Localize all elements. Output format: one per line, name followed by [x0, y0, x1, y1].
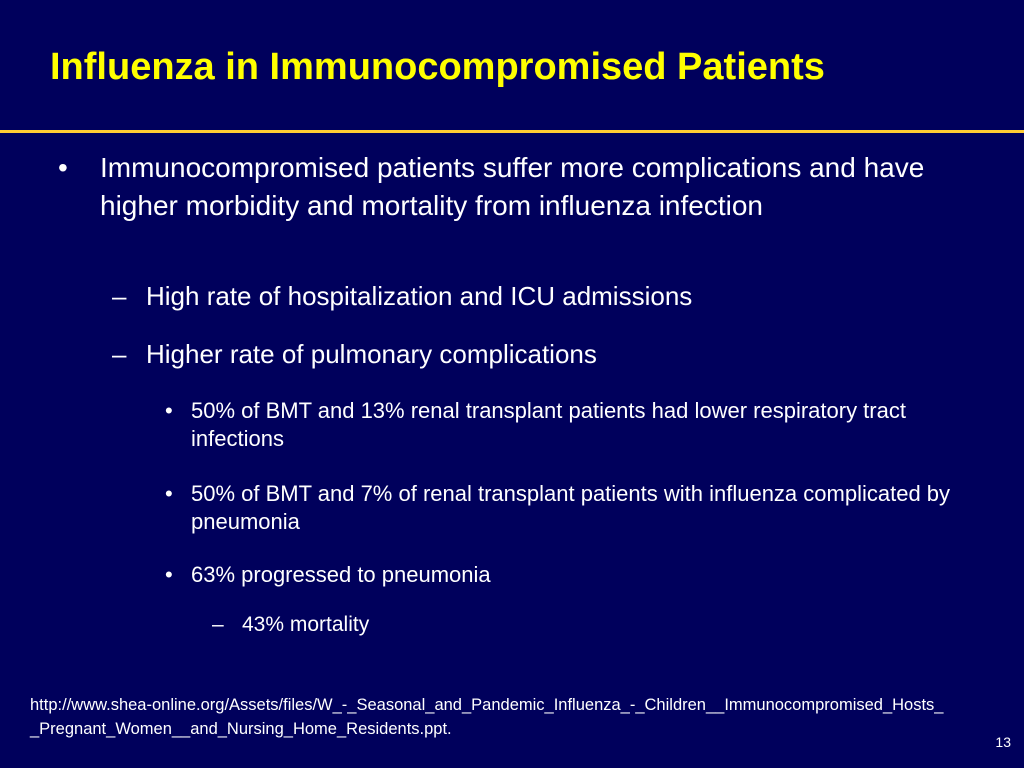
bullet-marker: • — [165, 562, 173, 587]
dash-marker: – — [112, 339, 127, 369]
source-footnote: http://www.shea-online.org/Assets/files/W_-_Seasonal_and_Pandemic_Influenza_-_Children__Immunocompromised_Hosts__Pregnant_Women__and_Nursing_Home_Residents.ppt. — [30, 696, 944, 738]
sub-bullet-text: Higher rate of pulmonary complications — [146, 339, 597, 369]
detail-bullet-item — [165, 561, 985, 589]
bullet-text: Immunocompromised patients suffer more complications and have higher morbidity and mortality from influenza infection — [100, 152, 925, 221]
detail-bullet-text: 50% of BMT and 7% of renal transplant patients with influenza complicated by pneumonia — [191, 481, 951, 534]
slide-title: Influenza in Immunocompromised Patients — [50, 46, 825, 88]
sub-bullet-item — [112, 280, 972, 312]
sub-bullet-item — [112, 338, 972, 370]
detail-bullet-item — [165, 397, 985, 453]
detail-bullet-item — [165, 480, 985, 536]
level4-bullet-text: 43% mortality — [242, 613, 370, 636]
level4-bullet-item — [212, 612, 912, 638]
bullet-marker: • — [165, 398, 173, 423]
title-divider — [0, 130, 1024, 133]
dash-marker: – — [112, 281, 127, 311]
bullet-item — [58, 149, 968, 225]
bullet-marker: • — [58, 152, 68, 183]
page-number: 13 — [995, 734, 1011, 750]
bullet-marker: • — [165, 481, 173, 506]
detail-bullet-text: 63% progressed to pneumonia — [191, 562, 491, 587]
detail-bullet-text: 50% of BMT and 13% renal transplant patients had lower respiratory tract infections — [191, 398, 906, 451]
dash-marker: – — [212, 613, 224, 636]
sub-bullet-text: High rate of hospitalization and ICU admissions — [146, 281, 693, 311]
